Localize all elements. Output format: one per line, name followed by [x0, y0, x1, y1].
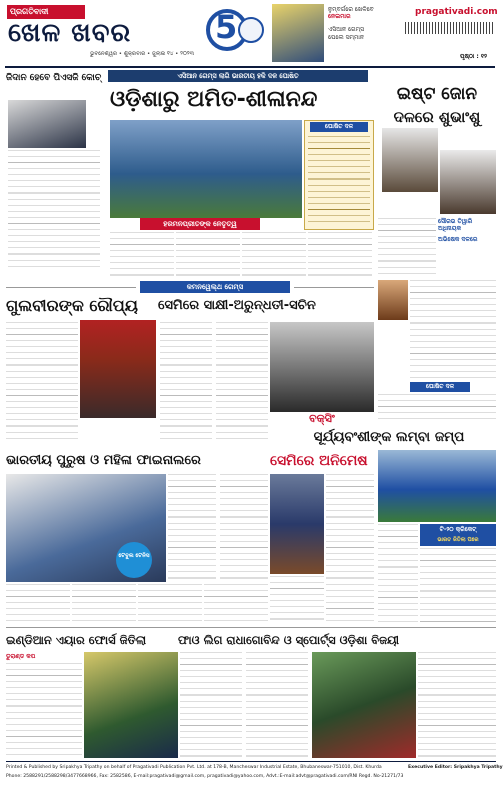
bottom-body-1	[6, 663, 82, 758]
suryavanshi-photo	[378, 280, 408, 320]
masthead-title: ଖେଳ ଖବର	[8, 18, 132, 48]
finals-body-bottom	[6, 584, 268, 624]
east-zone-point: ସୌରଭ ତିୱାରି ଅଧିନାୟକ	[438, 218, 473, 233]
anniversary-number: 5	[215, 8, 238, 46]
cricket-body	[378, 524, 418, 624]
section-band: କମନୱେଲ୍ଥ ଗେମ୍ସ	[140, 281, 290, 293]
east-zone-headline-2: ଦଳରେ ଶୁଭାଂଶୁ	[393, 108, 481, 126]
bottom-kicker: ଡୁରାଣ୍ଡ କପ	[6, 653, 36, 660]
masthead-rule	[5, 66, 495, 68]
brand-name: ପ୍ରଗତିବାଦୀ	[10, 7, 49, 16]
promo-line: ପେଲେ ସମ୍ମାନ	[328, 33, 365, 41]
finals-headline: ଭାରତୀୟ ପୁରୁଷ ଓ ମହିଳା ଫାଇନାଲରେ	[6, 453, 201, 468]
football-photo-1	[84, 652, 178, 758]
footer-imprint: Printed & Published by Sripakhya Tripathy on behalf of Pragativadi Publication Pvt. Ltd. at 178-B, Mancheswar Industrial Estate, Bhubaneswar-751010, Dist. Khurda	[6, 765, 382, 770]
suryavanshi-headline: ସୂର୍ଯ୍ୟବଂଶୀଙ୍କ ଲମ୍ବା ଜମ୍ପ	[313, 429, 465, 445]
east-zone-points	[438, 218, 496, 268]
suryavanshi-squad-list	[378, 394, 496, 424]
suryavanshi-body	[410, 280, 496, 380]
animesh-photo	[270, 474, 324, 574]
footer-editor: Executive Editor: Sripakhya Tripathy	[408, 765, 503, 770]
cricket-subtitle: ଭାରତ ଜିତିଲା ପରେ	[437, 537, 479, 543]
bottom-headline-1: ଇଣ୍ଡିଆନ ଏୟାର ଫୋର୍ସ ଜିତିଲା	[6, 633, 147, 647]
east-zone-player-photo-2	[440, 150, 496, 214]
zidane-photo	[8, 100, 86, 148]
lead-body	[110, 232, 372, 278]
squad-list	[308, 136, 370, 226]
section-rule	[6, 287, 136, 288]
animesh-body-left	[270, 576, 324, 624]
semis1-body	[160, 322, 268, 442]
neymar-photo	[272, 4, 324, 62]
gulveer-photo	[80, 320, 156, 418]
lead-headline: ଓଡ଼ିଶାରୁ ଅମିତ-ଶୀଳାନନ୍ଦ	[110, 87, 318, 112]
semis1-headline: ସେମିରେ ସାକ୍ଷୀ-ଅରୁନ୍ଧତୀ-ସଚିନ	[158, 298, 316, 313]
page-label: ପୃଷ୍ଠା : ୧୨	[460, 53, 487, 60]
football-photo-2	[312, 652, 416, 758]
gulveer-headline: ଗୁଲବୀରଙ୍କ ରୌପ୍ୟ	[6, 296, 138, 315]
lead-caption: ହରମନପ୍ରୀତଙ୍କ ନେତୃତ୍ୱ	[140, 218, 260, 230]
east-zone-headline-1: ଇଷ୍ଟ ଜୋନ	[396, 84, 478, 104]
east-zone-body	[378, 218, 436, 278]
cricket-photo	[378, 450, 496, 522]
finals-badge: ଟେବୁଲ ଟେନିସ	[118, 553, 150, 559]
hockey-team-photo	[110, 120, 302, 218]
boxing-photo	[270, 322, 374, 412]
barcode-strip	[405, 22, 495, 34]
promo-box	[328, 6, 400, 64]
east-zone-point: ଅଭିଷେକ ଦଳରେ	[438, 236, 478, 244]
top-banner: ଏସିଆନ ଗେମ୍ସ ଲାଗି ଭାରତୀୟ ହକି ଦଳ ଘୋଷିତ	[108, 70, 368, 82]
bottom-headline-2: ଫାଓ ଲିଗ ରାଧାଗୋବିନ୍ଦ ଓ ସ୍ପୋର୍ଟ୍ସ ଓଡ଼ିଶା ବିଜୟୀ	[178, 633, 400, 647]
cricket-body-right	[420, 548, 496, 624]
edition-line: ଭୁବନେଶ୍ୱର • ଶୁକ୍ରବାର • ଜୁଲାଇ ୧୪ • ୨୦୨୩	[90, 51, 194, 57]
promo-line: ନେଇମାର	[328, 13, 351, 21]
boxing-tag: ବକ୍ସିଂ	[309, 412, 335, 425]
zidane-body	[8, 150, 100, 268]
footer-rule	[6, 761, 496, 762]
suryavanshi-squad-label: ଘୋଷିତ ଦଳ	[410, 382, 470, 392]
cricket-tag: ଟି-୨୦ କ୍ରିକେଟ୍	[439, 526, 477, 533]
section-rule	[294, 287, 374, 288]
site-url: pragativadi.com	[415, 7, 498, 17]
promo-line: ଏସିଆନ ଗେମ୍ସ	[328, 26, 364, 34]
bottom-body-3	[418, 652, 496, 758]
bottom-rule	[6, 627, 496, 628]
finals-body	[168, 474, 268, 582]
animesh-headline: ସେମିରେ ଅନିମେଷ	[270, 453, 368, 469]
squad-label: ଘୋଷିତ ଦଳ	[310, 122, 368, 132]
animesh-body	[326, 474, 374, 624]
footer-phones: Phone: 2588291/2588298/3477668966, Fax: 2582586, E-mail:pragativadi@gmail.com, pragativadi@yahoo.com, Advt.:E-mail:advt@pragativadi.com/RNI Regd. No-21271/73	[6, 774, 404, 779]
zidane-headline: ଜିଦାନ ହେବେ ପିଏସଜି କୋଚ୍	[6, 73, 102, 83]
east-zone-player-photo-1	[382, 128, 438, 192]
gulveer-body	[6, 322, 78, 442]
promo-line: ନୁମ୍ବର୍ଗରେ ଖେଳିବେ	[328, 6, 374, 13]
bottom-body-2	[180, 652, 310, 758]
